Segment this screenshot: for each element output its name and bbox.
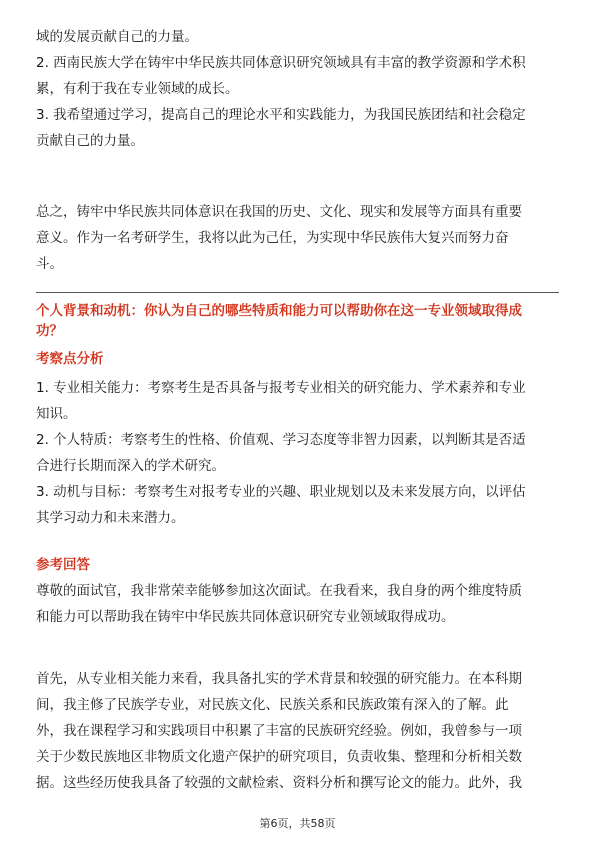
text-line: 合进行长期而深入的学术研究。 [36,458,225,474]
text-line: 间，我主修了民族学专业，对民族文化、民族关系和民族政策有深入的了解。此 [36,697,509,713]
question-title [36,301,559,341]
text-line: 尊敬的面试官，我非常荣幸能够参加这次面试。在我看来，我自身的两个维度特质 [36,583,522,599]
text-line: 3. 动机与目标：考察考生对报考专业的兴趣、职业规划以及未来发展方向，以评估 [36,484,526,500]
section-divider [36,292,559,293]
text-line: 首先，从专业相关能力来看，我具备扎实的学术背景和较强的研究能力。在本科期 [36,671,522,687]
text-line: 其学习动力和未来潜力。 [36,510,185,526]
text-line: 总之，铸牢中华民族共同体意识在我国的历史、文化、现实和发展等方面具有重要 [36,204,522,220]
text-line: 1. 专业相关能力：考察考生是否具备与报考专业相关的研究能力、学术素养和专业 [36,380,526,396]
text-line: 关于少数民族地区非物质文化遗产保护的研究项目，负责收集、整理和分析相关数 [36,749,522,765]
answer-intro [36,578,559,630]
text-line: 知识。 [36,406,77,422]
text-line: 斗。 [36,256,63,272]
question-line: 个人背景和动机：你认为自己的哪些特质和能力可以帮助你在这一专业领域取得成 [36,303,522,319]
summary-paragraph [36,199,559,277]
text-line: 2. 西南民族大学在铸牢中华民族共同体意识研究领域具有丰富的教学资源和学术积 [36,55,526,71]
answer-heading: 参考回答 [36,557,90,573]
analysis-list [36,375,559,531]
text-line: 意义。作为一名考研学生，我将以此为己任，为实现中华民族伟大复兴而努力奋 [36,230,509,246]
top-paragraph [36,24,559,154]
text-line: 据。这些经历使我具备了较强的文献检索、资料分析和撰写论文的能力。此外，我 [36,775,522,791]
question-line: 功？ [36,323,63,339]
text-line: 2. 个人特质：考察考生的性格、价值观、学习态度等非智力因素，以判断其是否适 [36,432,526,448]
analysis-heading: 考察点分析 [36,351,104,367]
text-line: 和能力可以帮助我在铸牢中华民族共同体意识研究专业领域取得成功。 [36,609,455,625]
text-line: 贡献自己的力量。 [36,133,144,149]
page-number: 第6页，共58页 [259,817,336,830]
text-line: 域的发展贡献自己的力量。 [36,29,198,45]
text-line: 外，我在课程学习和实践项目中积累了丰富的民族研究经验。例如，我曾参与一项 [36,723,522,739]
answer-body [36,666,559,796]
text-line: 3. 我希望通过学习，提高自己的理论水平和实践能力，为我国民族团结和社会稳定 [36,107,526,123]
text-line: 累，有利于我在专业领域的成长。 [36,81,239,97]
